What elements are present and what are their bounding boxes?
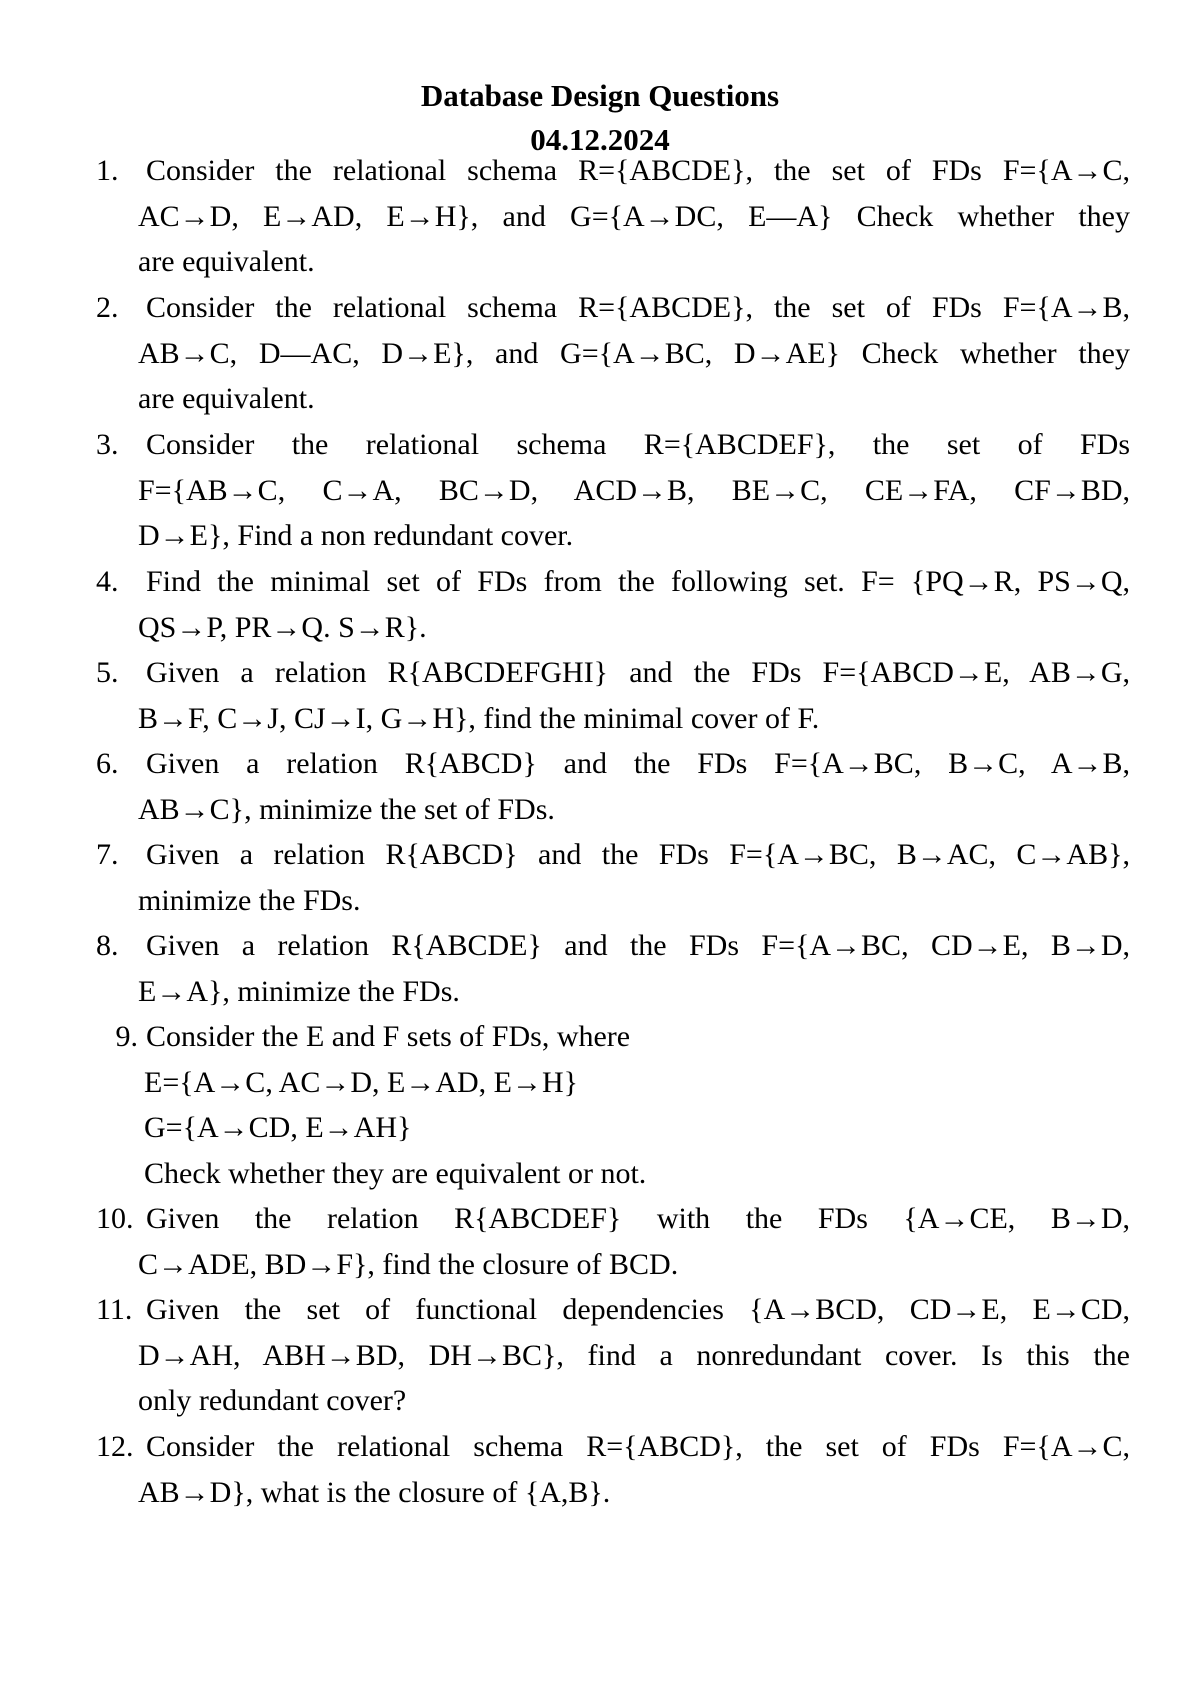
question-number: 6. bbox=[96, 747, 119, 780]
question-line: 1. Consider the relational schema R={ABCDE}, the set of FDs F={A→C, bbox=[96, 148, 1130, 194]
question-line: QS→P, PR→Q. S→R}. bbox=[138, 610, 427, 644]
question-line: 7. Given a relation R{ABCD} and the FDs F={A→BC, B→AC, C→AB}, bbox=[96, 832, 1130, 878]
question-line: AB→D}, what is the closure of {A,B}. bbox=[138, 1475, 611, 1509]
question-line: 5. Given a relation R{ABCDEFGHI} and the FDs F={ABCD→E, AB→G, bbox=[96, 650, 1130, 696]
question-line: D→E}, Find a non redundant cover. bbox=[138, 519, 574, 552]
question-line: 12. Consider the relational schema R={ABCD}, the set of FDs F={A→C, bbox=[96, 1424, 1130, 1470]
question-number: 10. bbox=[96, 1202, 134, 1235]
question-number: 1. bbox=[96, 154, 119, 187]
question-number: 2. bbox=[96, 291, 119, 324]
question-line: 8. Given a relation R{ABCDE} and the FDs F={A→BC, CD→E, B→D, bbox=[96, 923, 1130, 969]
question-12 bbox=[96, 1424, 1130, 1515]
question-3 bbox=[96, 422, 1130, 559]
question-line: minimize the FDs. bbox=[138, 883, 361, 917]
question-line: G={A→CD, E→AH} bbox=[144, 1111, 412, 1144]
question-10 bbox=[96, 1196, 1130, 1287]
question-line: F={AB→C, C→A, BC→D, ACD→B, BE→C, CE→FA, CF→BD, bbox=[138, 473, 1130, 507]
question-line: 11. Given the set of functional dependencies {A→BCD, CD→E, E→CD, bbox=[96, 1287, 1130, 1333]
question-line: C→ADE, BD→F}, find the closure of BCD. bbox=[138, 1247, 679, 1281]
question-7 bbox=[96, 832, 1130, 923]
question-2 bbox=[96, 285, 1130, 422]
question-line: AC→D, E→AD, E→H}, and G={A→DC, E—A} Check whether they bbox=[138, 199, 1130, 233]
question-9 bbox=[96, 1014, 1130, 1196]
question-line: AB→C}, minimize the set of FDs. bbox=[138, 792, 555, 826]
question-number: 4. bbox=[96, 565, 119, 598]
question-line: 9. Consider the E and F sets of FDs, where bbox=[96, 1014, 1130, 1060]
question-8 bbox=[96, 923, 1130, 1014]
question-line: 4. Find the minimal set of FDs from the following set. F= {PQ→R, PS→Q, bbox=[96, 559, 1130, 605]
question-line: E={A→C, AC→D, E→AD, E→H} bbox=[144, 1065, 579, 1099]
question-line: are equivalent. bbox=[138, 382, 315, 415]
question-4 bbox=[96, 559, 1130, 650]
question-line: AB→C, D—AC, D→E}, and G={A→BC, D→AE} Check whether they bbox=[138, 336, 1130, 370]
question-number: 3. bbox=[96, 428, 119, 461]
document-date: 04.12.2024 bbox=[530, 122, 670, 157]
question-line: only redundant cover? bbox=[138, 1384, 407, 1417]
question-5 bbox=[96, 650, 1130, 741]
question-line: are equivalent. bbox=[138, 245, 315, 278]
question-line: 6. Given a relation R{ABCD} and the FDs F={A→BC, B→C, A→B, bbox=[96, 741, 1130, 787]
question-line: Check whether they are equivalent or not. bbox=[144, 1156, 647, 1190]
question-11 bbox=[96, 1287, 1130, 1424]
question-number: 7. bbox=[96, 838, 119, 871]
question-number: 9. bbox=[115, 1020, 138, 1053]
question-line: B→F, C→J, CJ→I, G→H}, find the minimal cover of F. bbox=[138, 701, 820, 735]
question-line: E→A}, minimize the FDs. bbox=[138, 974, 460, 1008]
question-number: 12. bbox=[96, 1430, 134, 1463]
question-line: 2. Consider the relational schema R={ABCDE}, the set of FDs F={A→B, bbox=[96, 285, 1130, 331]
question-line: 3. Consider the relational schema R={ABCDEF}, the set of FDs bbox=[96, 422, 1130, 468]
question-number: 11. bbox=[96, 1293, 133, 1326]
question-line: 10. Given the relation R{ABCDEF} with the FDs {A→CE, B→D, bbox=[96, 1196, 1130, 1242]
question-line: D→AH, ABH→BD, DH→BC}, find a nonredundant cover. Is this the bbox=[138, 1338, 1130, 1372]
question-1 bbox=[96, 148, 1130, 285]
question-number: 8. bbox=[96, 929, 119, 962]
question-number: 5. bbox=[96, 656, 119, 689]
question-6 bbox=[96, 741, 1130, 832]
document-title: Database Design Questions bbox=[420, 78, 780, 113]
